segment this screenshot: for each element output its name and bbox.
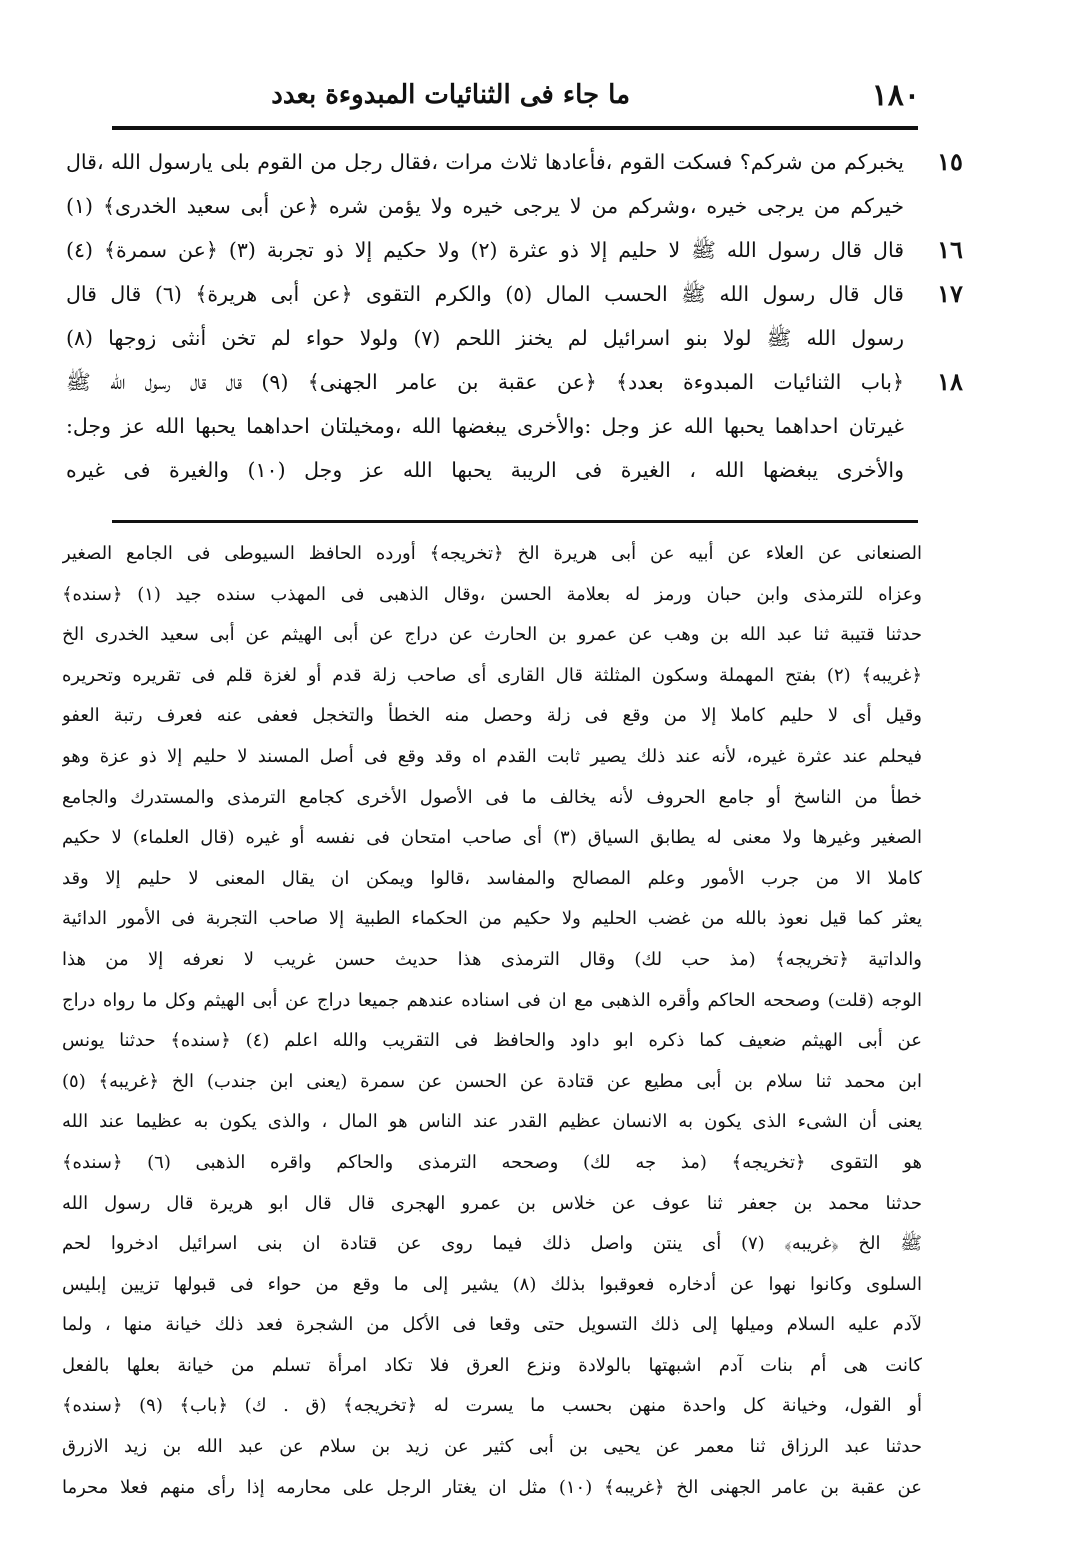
footnote-line: أو القول، وخيانة كل واحدة منهن بحسب ما يسرت له ﴿تخريجه﴾ (ق . ك) ﴿باب﴾ (٩) ﴿سنده﴾ xyxy=(62,1395,922,1417)
footnote-line: ﷺ الخ ﴿غريبه﴾ (٧) أى ينتن واصل ذلك فيما روى عن قتادة ان بنى اسرائيل ادخروا لحم xyxy=(62,1233,922,1255)
footnote-line: حدثنا محمد بن جعفر ثنا عوف عن خلاس بن عمرو الهجرى قال قال ابو هريرة قال رسول الله xyxy=(62,1192,922,1214)
text-line xyxy=(60,404,970,448)
hadith-number: ١٥ xyxy=(937,147,963,176)
footnote-line: حدثنا قتيبة ثنا عبد الله بن وهب عن عمرو بن الحارث عن دراج عن أبى الهيثم عن أبى سعيد الخدرى الخ xyxy=(62,624,922,646)
text-line xyxy=(60,316,970,360)
line-text: ﴿باب الثنائيات المبدوءة بعدد﴾ ﴿عن عقبة بن عامر الجهنى﴾ (٩) قال قال رسول الله ﷺ xyxy=(66,370,904,394)
footnote-line: يعثر كما قيل نعوذ بالله من غضب الحليم ولا حكيم من الحكماء الطبية إلا صاحب التجربة فى الأمور الدائية xyxy=(62,908,922,930)
hadith-number: ١٧ xyxy=(937,279,963,308)
text-line xyxy=(60,184,970,228)
footnote-line: عن أبى الهيثم ضعيف كما ذكره ابو داود والحافظ فى التقريب والله اعلم (٤) ﴿سنده﴾ حدثنا يونس xyxy=(62,1030,922,1052)
hadith-number: ١٨ xyxy=(937,367,963,396)
line-text: يخبركم من شركم؟ فسكت القوم ،فأعادها ثلاث مرات ،فقال رجل من القوم بلى يارسول الله ،قال xyxy=(66,150,904,174)
footnote-line: حدثنا عبد الرزاق ثنا معمر عن يحيى بن أبى كثير عن زيد بن سلام عن عبد الله بن زيد الازرق xyxy=(62,1436,922,1458)
header-rule xyxy=(112,126,918,130)
line-text: رسول الله ﷺ لولا بنو اسرائيل لم يخنز اللحم (٧) ولولا حواء لم تخن أنثى زوجها (٨) xyxy=(66,326,904,350)
running-title: ما جاء فى الثنائيات المبدوءة بعدد xyxy=(271,80,630,110)
footnote-line: لآدم عليه السلام وميلها إلى ذلك التسويل حتى وقعا فى الأكل من الشجرة فعد ذلك خيانة منها ، ولما xyxy=(62,1314,922,1336)
line-text: خيركم من يرجى خيره ،وشركم من لا يرجى خيره ولا يؤمن شره ﴿عن أبى سعيد الخدرى﴾ (١) xyxy=(66,194,904,218)
main-text xyxy=(60,140,970,492)
footnote-line: يعنى أن الشىء الذى يكون به الانسان عظيم القدر عند الناس هو المال ، والذى يكون به عظيما عند الله xyxy=(62,1111,922,1133)
line-text: والأخرى يبغضها الله ، الغيرة فى الريبة يحبها الله عز وجل (١٠) والغيرة فى غيره xyxy=(66,458,904,482)
text-line xyxy=(60,228,970,272)
line-text: غيرتان احداهما يحبها الله عز وجل :والأخرى يبغضها الله ،ومخيلتان احداهما يحبها الله عز وجل: xyxy=(66,414,904,438)
text-line xyxy=(60,272,970,316)
footnote-line: الصنعانى عن العلاء عن أبيه عن أبى هريرة الخ ﴿تخريجه﴾ أورده الحافظ السيوطى فى الجامع الصغير xyxy=(62,543,922,564)
page-header xyxy=(110,78,920,122)
line-text: قال قال رسول الله ﷺ الحسب المال (٥) والكرم التقوى ﴿عن أبى هريرة﴾ (٦) قال قال xyxy=(66,282,904,306)
footnote-line: وعزاه للترمذى وابن حبان ورمز له بعلامة الحسن ،وقال الذهبى فى المهذب سنده جيد (١) ﴿سنده﴾ xyxy=(62,583,922,605)
footnotes xyxy=(62,534,922,1508)
footnote-line: الصغير وغيرها ولا معنى له يطابق السياق (٣) أى صاحب امتحان فى نفسه أو غيره (قال العلماء) لا حكيم xyxy=(62,827,922,849)
footnote-line: هو التقوى ﴿تخريجه﴾ (مذ جه لك) وصححه الترمذى والحاكم واقره الذهبى (٦) ﴿سنده﴾ xyxy=(62,1151,922,1173)
text-line xyxy=(60,140,970,184)
footnote-line: ابن محمد ثنا سلام بن أبى مطيع عن قتادة عن الحسن عن سمرة (يعنى ابن جندب) الخ ﴿غريبه﴾ (٥) xyxy=(62,1070,922,1092)
footnote-line: فيحلم عند عثرة غيره، لأنه عند ذلك يصير ثابت القدم اه وقد وقع فى أصل المسند لا حليم إلا ذو عزة وهو xyxy=(62,745,922,767)
line-text: قال قال رسول الله ﷺ لا حليم إلا ذو عثرة (٢) ولا حكيم إلا ذو تجربة (٣) ﴿عن سمرة﴾ (٤) xyxy=(66,238,904,262)
page-number: ١٨٠ xyxy=(871,78,920,113)
footnote-line: وقيل أى لا حليم كاملا إلا من وقع فى زلة وحصل منه الخطأ والتخجل فعفى عنه فعرف رتبة العفو xyxy=(62,705,922,727)
footnote-line: خطأ من الناسخ أو جامع الحروف لأنه يخالف ما فى الأصول الأخرى كجامع الترمذى والمستدرك والجامع xyxy=(62,786,922,808)
footnote-line: السلوى وكانوا نهوا عن أدخاره فعوقبوا بذلك (٨) يشير إلى ما وقع من حواء فى قبولها تزيين إبليس xyxy=(62,1273,922,1295)
hadith-number: ١٦ xyxy=(937,235,963,264)
footnote-line: كاملا الا من جرب الأمور وعلم المصالح والمفاسد ،قالوا ويمكن ان يقال المعنى لا حليم إلا وقد xyxy=(62,867,922,889)
text-line xyxy=(60,448,970,492)
footnote-line: عن عقبة بن عامر الجهنى الخ ﴿غريبه﴾ (١٠) مثل ان يغتار الرجل على محارمه إذا رأى منهم فعلا محرما xyxy=(62,1476,922,1498)
footnote-line: ﴿غريبه﴾ (٢) بفتح المهملة وسكون المثلثة قال القارى أى صاحب زلة قدم أو لغزة قلم فى تقريره وتحريره xyxy=(62,664,922,686)
footnote-line: الوجه (قلت) وصححه الحاكم وأقره الذهبى مع ان فى اسناده عندهم جميعا دراج عن أبى الهيثم وكل ما رواه دراج xyxy=(62,989,922,1011)
footnote-line: كانت هى أم بنات آدم اشبهتها بالولادة ونزع العرق فلا تكاد امرأة تسلم من خيانة بعلها بالفعل xyxy=(62,1354,922,1376)
footnote-line: والداتية ﴿تخريجه﴾ (مذ حب لك) وقال الترمذى هذا حديث حسن غريب لا نعرفه إلا من هذا xyxy=(62,948,922,970)
text-line xyxy=(60,360,970,404)
footnote-separator xyxy=(112,520,918,523)
